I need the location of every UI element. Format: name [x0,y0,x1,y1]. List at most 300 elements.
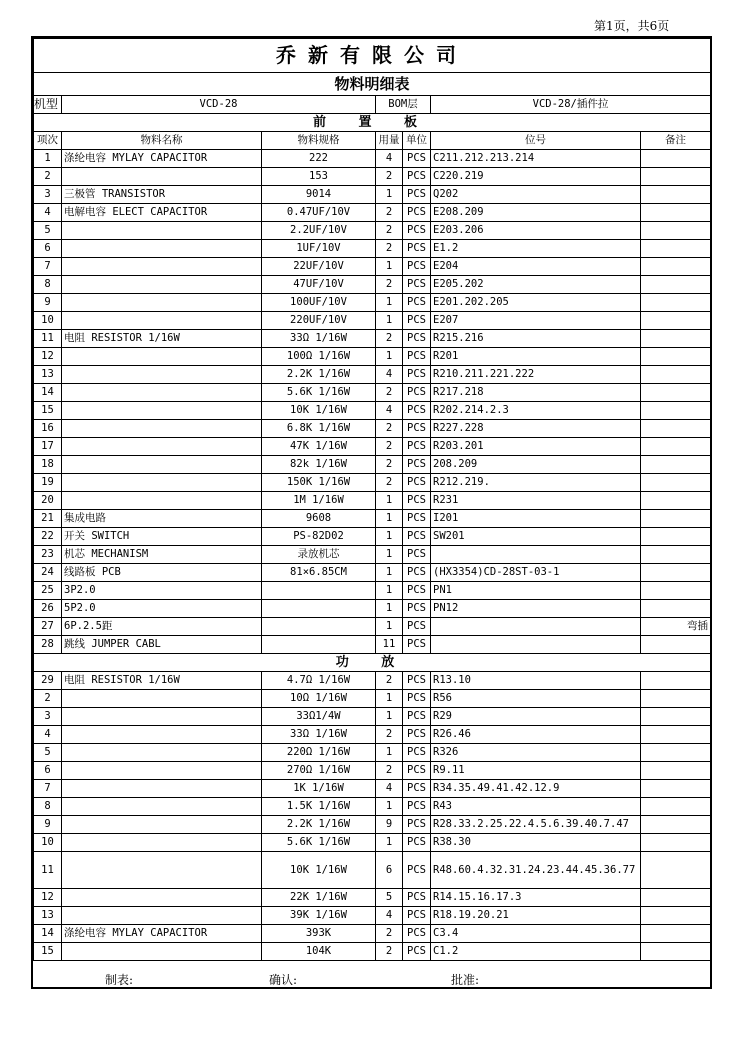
cell-position: (HX3354)CD-28ST-03-1 [431,564,641,582]
cell-material-spec: 10Ω 1/16W [262,690,376,708]
cell-quantity: 1 [376,834,403,852]
cell-note [641,672,711,690]
cell-quantity: 1 [376,528,403,546]
cell-unit: PCS [403,168,431,186]
cell-material-spec: PS-82D02 [262,528,376,546]
cell-material-name: 电阻 RESISTOR 1/16W [62,330,262,348]
table-row [34,258,711,276]
signature-footer [33,972,710,988]
cell-material-spec: 33Ω1/4W [262,708,376,726]
cell-position: R56 [431,690,641,708]
cell-material-name: 电阻 RESISTOR 1/16W [62,672,262,690]
cell-unit: PCS [403,889,431,907]
cell-item-no: 22 [34,528,62,546]
cell-material-spec: 22K 1/16W [262,889,376,907]
cell-material-spec: 22UF/10V [262,258,376,276]
cell-material-name [62,690,262,708]
cell-material-spec: 2.2K 1/16W [262,366,376,384]
cell-item-no: 12 [34,889,62,907]
table-row [34,348,711,366]
cell-note [641,636,711,654]
cell-item-no: 6 [34,240,62,258]
cell-unit: PCS [403,366,431,384]
cell-material-name [62,780,262,798]
cell-quantity: 1 [376,510,403,528]
cell-position [431,636,641,654]
cell-position: Q202 [431,186,641,204]
cell-note [641,834,711,852]
table-row [34,744,711,762]
cell-position: 208.209 [431,456,641,474]
cell-item-no: 7 [34,258,62,276]
cell-item-no: 4 [34,726,62,744]
cell-material-name: 跳线 JUMPER CABL [62,636,262,654]
cell-material-spec [262,582,376,600]
col-header-item: 项次 [34,132,62,150]
table-row [34,510,711,528]
cell-quantity: 2 [376,384,403,402]
cell-quantity: 1 [376,492,403,510]
cell-item-no: 13 [34,366,62,384]
cell-item-no: 13 [34,907,62,925]
table-row [34,456,711,474]
cell-material-name: 5P2.0 [62,600,262,618]
cell-unit: PCS [403,186,431,204]
cell-position: E1.2 [431,240,641,258]
cell-unit: PCS [403,816,431,834]
cell-item-no: 10 [34,312,62,330]
cell-material-name [62,943,262,961]
cell-unit: PCS [403,708,431,726]
cell-material-name [62,168,262,186]
table-row [34,726,711,744]
cell-quantity: 2 [376,672,403,690]
cell-material-spec: 录放机芯 [262,546,376,564]
table-row [34,402,711,420]
cell-quantity: 1 [376,186,403,204]
table-row [34,925,711,943]
cell-quantity: 4 [376,907,403,925]
cell-item-no: 19 [34,474,62,492]
cell-note [641,384,711,402]
cell-material-name [62,834,262,852]
cell-quantity: 5 [376,889,403,907]
cell-material-spec: 220UF/10V [262,312,376,330]
cell-material-spec: 47UF/10V [262,276,376,294]
col-header-unit: 单位 [403,132,431,150]
cell-note [641,798,711,816]
cell-note [641,204,711,222]
cell-item-no: 1 [34,150,62,168]
cell-quantity: 1 [376,564,403,582]
cell-unit: PCS [403,852,431,889]
cell-unit: PCS [403,564,431,582]
cell-item-no: 29 [34,672,62,690]
table-row [34,798,711,816]
cell-item-no: 8 [34,276,62,294]
cell-position [431,546,641,564]
table-row [34,762,711,780]
cell-unit: PCS [403,330,431,348]
cell-item-no: 16 [34,420,62,438]
table-row [34,366,711,384]
cell-material-spec: 2.2K 1/16W [262,816,376,834]
cell-item-no: 5 [34,744,62,762]
cell-position: R9.11 [431,762,641,780]
cell-note [641,780,711,798]
cell-note [641,762,711,780]
cell-position: PN1 [431,582,641,600]
cell-material-spec: 5.6K 1/16W [262,384,376,402]
col-header-spec: 物料规格 [262,132,376,150]
cell-material-name [62,222,262,240]
table-row [34,222,711,240]
cell-material-spec: 222 [262,150,376,168]
cell-note [641,925,711,943]
cell-unit: PCS [403,276,431,294]
cell-material-spec: 10K 1/16W [262,402,376,420]
cell-material-name [62,384,262,402]
cell-position: SW201 [431,528,641,546]
cell-quantity: 1 [376,312,403,330]
cell-material-spec: 1.5K 1/16W [262,798,376,816]
table-row [34,474,711,492]
cell-quantity: 1 [376,600,403,618]
cell-item-no: 6 [34,762,62,780]
table-row [34,186,711,204]
cell-unit: PCS [403,762,431,780]
cell-quantity: 4 [376,402,403,420]
page-number: 第1页，共6页 [594,19,670,33]
cell-material-name: 涤纶电容 MYLAY CAPACITOR [62,150,262,168]
cell-quantity: 2 [376,330,403,348]
cell-unit: PCS [403,204,431,222]
cell-item-no: 4 [34,204,62,222]
cell-note [641,744,711,762]
cell-item-no: 9 [34,294,62,312]
cell-note [641,474,711,492]
cell-material-name [62,708,262,726]
cell-material-spec: 39K 1/16W [262,907,376,925]
cell-position: E205.202 [431,276,641,294]
cell-unit: PCS [403,690,431,708]
cell-material-spec: 5.6K 1/16W [262,834,376,852]
cell-unit: PCS [403,222,431,240]
cell-position: E204 [431,258,641,276]
cell-note [641,582,711,600]
col-header-note: 备注 [641,132,711,150]
cell-unit: PCS [403,943,431,961]
cell-material-name [62,420,262,438]
cell-material-name [62,438,262,456]
cell-position: E207 [431,312,641,330]
cell-quantity: 2 [376,726,403,744]
table-row [34,943,711,961]
table-row [34,204,711,222]
cell-material-name [62,294,262,312]
cell-material-name: 三极管 TRANSISTOR [62,186,262,204]
cell-position: C3.4 [431,925,641,943]
cell-material-name [62,402,262,420]
cell-material-name [62,762,262,780]
cell-item-no: 25 [34,582,62,600]
cell-material-name [62,744,262,762]
table-row [34,150,711,168]
cell-quantity: 4 [376,780,403,798]
cell-material-spec: 82k 1/16W [262,456,376,474]
cell-item-no: 11 [34,852,62,889]
cell-unit: PCS [403,726,431,744]
cell-unit: PCS [403,744,431,762]
cell-unit: PCS [403,618,431,636]
cell-position: C211.212.213.214 [431,150,641,168]
company-title: 乔新有限公司 [34,39,711,73]
cell-material-name [62,240,262,258]
cell-item-no: 10 [34,834,62,852]
cell-note [641,240,711,258]
table-row [34,690,711,708]
table-row [34,582,711,600]
cell-unit: PCS [403,294,431,312]
cell-position: R13.10 [431,672,641,690]
cell-position: R326 [431,744,641,762]
col-header-name: 物料名称 [62,132,262,150]
cell-note: 弯插 [641,618,711,636]
cell-note [641,294,711,312]
cell-unit: PCS [403,348,431,366]
bom-label: BOM层 [376,96,431,114]
table-row [34,294,711,312]
cell-unit: PCS [403,780,431,798]
col-header-qty: 用量 [376,132,403,150]
cell-material-name [62,907,262,925]
cell-material-name: 开关 SWITCH [62,528,262,546]
cell-quantity: 2 [376,204,403,222]
cell-quantity: 11 [376,636,403,654]
cell-quantity: 4 [376,366,403,384]
table-row [34,330,711,348]
table-row [34,907,711,925]
cell-note [641,690,711,708]
cell-note [641,186,711,204]
cell-material-name [62,816,262,834]
cell-note [641,528,711,546]
table-row [34,636,711,654]
model-value: VCD-28 [62,96,376,114]
cell-material-spec: 100UF/10V [262,294,376,312]
cell-item-no: 18 [34,456,62,474]
cell-position: R210.211.221.222 [431,366,641,384]
cell-item-no: 23 [34,546,62,564]
cell-material-spec: 81×6.85CM [262,564,376,582]
cell-unit: PCS [403,456,431,474]
cell-note [641,420,711,438]
cell-quantity: 1 [376,744,403,762]
cell-item-no: 12 [34,348,62,366]
cell-material-spec [262,618,376,636]
cell-material-name [62,474,262,492]
cell-material-name [62,366,262,384]
cell-quantity: 1 [376,348,403,366]
confirmed-label: 确认: [269,973,298,987]
cell-note [641,510,711,528]
table-row [34,834,711,852]
cell-position: R48.60.4.32.31.24.23.44.45.36.77 [431,852,641,889]
cell-material-name: 电解电容 ELECT CAPACITOR [62,204,262,222]
cell-note [641,816,711,834]
cell-material-name [62,348,262,366]
cell-quantity: 1 [376,294,403,312]
cell-item-no: 17 [34,438,62,456]
table-row [34,816,711,834]
cell-quantity: 2 [376,943,403,961]
cell-note [641,600,711,618]
made-by-label: 制表: [105,973,134,987]
table-row [34,672,711,690]
cell-quantity: 1 [376,690,403,708]
cell-position: R14.15.16.17.3 [431,889,641,907]
cell-position: R231 [431,492,641,510]
cell-position: R215.216 [431,330,641,348]
cell-material-name [62,492,262,510]
cell-quantity: 1 [376,708,403,726]
col-header-position: 位号 [431,132,641,150]
cell-material-name [62,852,262,889]
cell-material-name: 机芯 MECHANISM [62,546,262,564]
cell-position: R203.201 [431,438,641,456]
cell-position: R202.214.2.3 [431,402,641,420]
cell-unit: PCS [403,798,431,816]
table-row [34,564,711,582]
section-amplifier: 功 放 [34,654,711,672]
cell-material-spec: 100Ω 1/16W [262,348,376,366]
cell-material-spec: 1UF/10V [262,240,376,258]
cell-item-no: 24 [34,564,62,582]
cell-material-name: 涤纶电容 MYLAY CAPACITOR [62,925,262,943]
cell-item-no: 9 [34,816,62,834]
cell-note [641,726,711,744]
cell-unit: PCS [403,492,431,510]
cell-item-no: 2 [34,168,62,186]
cell-note [641,852,711,889]
cell-note [641,889,711,907]
cell-note [641,258,711,276]
bom-table [33,38,711,961]
cell-item-no: 15 [34,943,62,961]
table-row [34,420,711,438]
cell-material-spec: 33Ω 1/16W [262,726,376,744]
cell-position: R34.35.49.41.42.12.9 [431,780,641,798]
cell-unit: PCS [403,672,431,690]
cell-material-spec: 9014 [262,186,376,204]
table-row [34,780,711,798]
cell-item-no: 21 [34,510,62,528]
cell-item-no: 26 [34,600,62,618]
cell-item-no: 27 [34,618,62,636]
cell-quantity: 2 [376,420,403,438]
cell-material-name [62,258,262,276]
cell-position: E201.202.205 [431,294,641,312]
cell-quantity: 1 [376,258,403,276]
cell-position: C1.2 [431,943,641,961]
cell-position: C220.219 [431,168,641,186]
cell-position: PN12 [431,600,641,618]
cell-material-spec [262,636,376,654]
cell-unit: PCS [403,420,431,438]
cell-material-spec: 10K 1/16W [262,852,376,889]
cell-position: R26.46 [431,726,641,744]
cell-material-spec [262,600,376,618]
cell-note [641,564,711,582]
cell-position: R38.30 [431,834,641,852]
cell-item-no: 20 [34,492,62,510]
cell-unit: PCS [403,240,431,258]
cell-note [641,456,711,474]
cell-material-name [62,726,262,744]
cell-item-no: 3 [34,186,62,204]
cell-position [431,618,641,636]
cell-material-spec: 1M 1/16W [262,492,376,510]
cell-quantity: 1 [376,546,403,564]
cell-unit: PCS [403,402,431,420]
cell-material-name: 3P2.0 [62,582,262,600]
table-row [34,528,711,546]
cell-item-no: 11 [34,330,62,348]
cell-material-name: 集成电路 [62,510,262,528]
cell-position: R18.19.20.21 [431,907,641,925]
cell-quantity: 2 [376,276,403,294]
cell-position: R43 [431,798,641,816]
cell-note [641,492,711,510]
cell-material-spec: 33Ω 1/16W [262,330,376,348]
cell-position: R212.219. [431,474,641,492]
cell-material-name [62,312,262,330]
cell-unit: PCS [403,834,431,852]
cell-quantity: 6 [376,852,403,889]
cell-note [641,546,711,564]
section-front-panel: 前 置 板 [34,114,711,132]
cell-note [641,222,711,240]
cell-item-no: 5 [34,222,62,240]
cell-quantity: 2 [376,240,403,258]
cell-unit: PCS [403,582,431,600]
cell-quantity: 2 [376,168,403,186]
cell-note [641,168,711,186]
cell-quantity: 2 [376,474,403,492]
cell-material-name [62,889,262,907]
cell-item-no: 14 [34,925,62,943]
cell-item-no: 14 [34,384,62,402]
table-row [34,240,711,258]
table-row [34,438,711,456]
cell-quantity: 9 [376,816,403,834]
cell-note [641,943,711,961]
table-row [34,384,711,402]
table-row [34,889,711,907]
cell-position: R227.228 [431,420,641,438]
cell-item-no: 7 [34,780,62,798]
cell-note [641,150,711,168]
cell-unit: PCS [403,258,431,276]
cell-unit: PCS [403,925,431,943]
cell-material-spec: 47K 1/16W [262,438,376,456]
cell-material-spec: 270Ω 1/16W [262,762,376,780]
approved-label: 批准: [451,973,480,987]
table-row [34,546,711,564]
cell-material-spec: 4.7Ω 1/16W [262,672,376,690]
cell-quantity: 2 [376,438,403,456]
cell-unit: PCS [403,528,431,546]
